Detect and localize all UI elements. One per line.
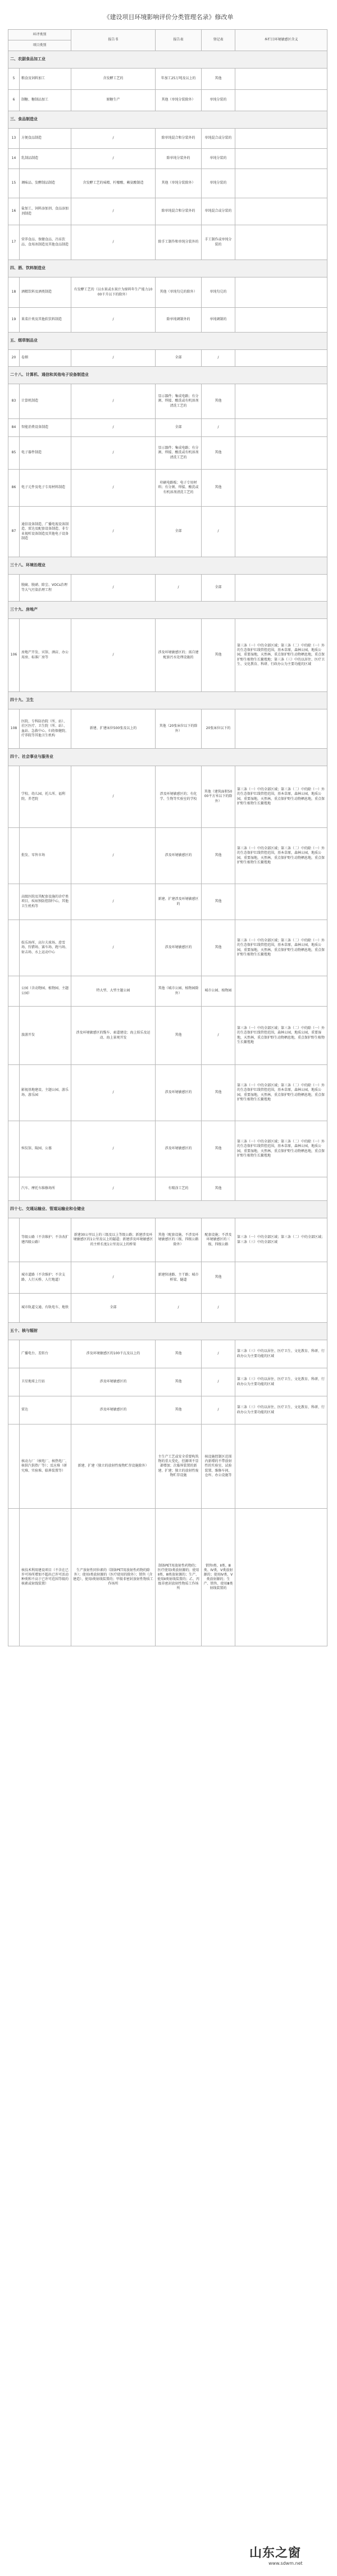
row-project-category: 殡仪馆、陵园、公墓	[20, 1121, 71, 1177]
row-report: /	[71, 350, 156, 367]
row-project-category: 制糖、糖制品加工	[20, 90, 71, 111]
row-registration: 其他	[202, 1121, 235, 1177]
row-registration: 其他	[202, 69, 235, 90]
table-row	[8, 90, 327, 111]
row-table: 新建快速路、主干路；城市桥梁、隧道	[156, 1262, 202, 1294]
table-row	[8, 69, 327, 90]
row-report: 涉及环境敏感区的	[71, 1368, 156, 1396]
row-sensitive-area	[235, 350, 327, 367]
row-registration: /	[202, 1007, 235, 1065]
section-heading: 四十、社会事业与服务业	[8, 749, 327, 766]
header-registration: 登记表	[202, 30, 235, 51]
row-sensitive-area: 第三条（一）中的全部区域；第三条（二）中的除（一）外的生态保护红线管控范围，基本草原，森林公园，地质公园，重要湿地，天然林，重点保护野生动物栖息地，重点保护野生植物生长繁殖地；第三条（三）中的以居住、医疗卫生、文化教育、科研、行政办公为主要功能的区域	[235, 619, 327, 692]
row-table: 全部	[156, 350, 202, 367]
row-registration: 单纯分装的	[202, 149, 235, 169]
section-row	[8, 602, 327, 619]
row-project-category: 卷烟	[20, 350, 71, 367]
row-registration: 其他	[202, 884, 235, 920]
row-table: 全部	[156, 507, 202, 557]
section-row	[8, 1323, 327, 1340]
row-table: 其他（20张床位以下的除外）	[156, 709, 202, 749]
table-row	[8, 1509, 327, 1646]
row-table: 除单纯调制外的	[156, 308, 202, 333]
row-report: /	[71, 437, 156, 470]
row-report: /	[71, 470, 156, 507]
row-number	[8, 920, 20, 976]
row-table: 其他	[156, 1396, 202, 1424]
row-report: 涉及环境敏感区的缆车、索道建设；海上娱乐及运动、海上景观开发	[71, 1007, 156, 1065]
row-table: 年加工25万吨及以上的	[156, 69, 202, 90]
row-report: /	[71, 884, 156, 920]
row-sensitive-area: 第三条（一）中的全部区域；第三条（二）中的除（一）外的生态保护红线管控范围，基本草原，森林公园，地质公园，重要湿地，天然林，重点保护野生动物栖息地，重点保护野生植物生长繁殖地	[235, 828, 327, 884]
row-number	[8, 1368, 20, 1396]
row-number: 87	[8, 507, 20, 557]
row-number: 85	[8, 437, 20, 470]
table-row	[8, 575, 327, 602]
row-number	[8, 884, 20, 920]
table-row	[8, 419, 327, 437]
row-sensitive-area: 第三条（一）中的全部区域；第三条（二）中的除（一）外的生态保护红线管控范围，基本草原，森林公园，地质公园，重要湿地，天然林，重点保护野生动物栖息地，重点保护野生植物生长繁殖地	[235, 920, 327, 976]
row-project-category: 影视基地建设、主题公园、游乐场、游乐园	[20, 1065, 71, 1121]
row-table: 其他	[156, 1368, 202, 1396]
row-project-category: 粮食及饲料加工	[20, 69, 71, 90]
section-heading: 二十八、计算机、通信和其他电子设备制造业	[8, 367, 327, 384]
row-table: 涉及环境敏感区的；需自建配套污水处理设施的	[156, 619, 202, 692]
row-registration: 销售Ⅰ类、Ⅱ类、Ⅲ类、Ⅳ类、Ⅴ类放射源的；使用Ⅳ类、Ⅴ类放射源的；生产、销售、使用Ⅲ类射线装置的	[202, 1509, 235, 1646]
table-header-row	[8, 30, 327, 40]
header-sensitive-area: 本栏目环境敏感区含义	[235, 30, 327, 51]
row-sensitive-area	[235, 384, 327, 419]
table-row	[8, 1294, 327, 1323]
table-body	[8, 51, 327, 1646]
row-number	[8, 766, 20, 828]
row-table: 涉及环境敏感区的	[156, 920, 202, 976]
table-row	[8, 884, 327, 920]
section-row	[8, 749, 327, 766]
row-project-category: 城市轨道交通、有轨电车、地铁	[20, 1294, 71, 1323]
row-project-category: 通信设备制造、广播电视设备制造、雷达及配套设备制造、非专业视听设备制造及其他电子设备制造	[20, 507, 71, 557]
row-project-category: 城市道路（不含维护；不含支路、人行天桥、人行地道）	[20, 1262, 71, 1294]
row-sensitive-area: 第三条（一）中的全部区域；第三条（二）中的全部区域；第三条（三）中的全部区域	[235, 1218, 327, 1262]
row-project-category: 方便食品制造	[20, 129, 71, 149]
section-heading: 三、食品制造业	[8, 111, 327, 129]
row-sensitive-area	[235, 437, 327, 470]
table-row	[8, 129, 327, 149]
row-report: 含发酵工艺的	[71, 69, 156, 90]
row-report: 原糖生产	[71, 90, 156, 111]
row-sensitive-area	[235, 308, 327, 333]
row-number: 108	[8, 709, 20, 749]
row-project-category: 学校、幼儿园、托儿所、福利院、养老院	[20, 766, 71, 828]
row-project-category: 酒精饮料及酒类制造	[20, 277, 71, 308]
table-row	[8, 198, 327, 225]
table-row	[8, 1424, 327, 1509]
row-table: 其他	[156, 1007, 202, 1065]
row-report: /	[71, 828, 156, 884]
table-row	[8, 920, 327, 976]
row-registration: /	[202, 1340, 235, 1368]
row-report: 涉及环境敏感区的	[71, 1396, 156, 1424]
section-heading: 四十七、交通运输业、管道运输业和仓储业	[8, 1201, 327, 1218]
row-report: /	[71, 149, 156, 169]
row-number: 15	[8, 169, 20, 198]
row-number: 106	[8, 619, 20, 692]
row-registration: 其他	[202, 384, 235, 419]
table-row	[8, 1218, 327, 1262]
row-number: 86	[8, 470, 20, 507]
row-number	[8, 1396, 20, 1424]
row-report: /	[71, 225, 156, 260]
classification-table	[8, 29, 327, 1646]
row-sensitive-area	[235, 149, 327, 169]
row-number	[8, 1340, 20, 1368]
row-project-category: 高级医院及其配套设施的诊疗类项目，疾病预防控制中心，其他卫生机构等	[20, 884, 71, 920]
table-row	[8, 384, 327, 419]
row-project-category: 乳制品制造	[20, 149, 71, 169]
row-sensitive-area	[235, 709, 327, 749]
row-project-category: 计算机制造	[20, 384, 71, 419]
row-project-category: 公园（含动物园、植物园、主题公园）	[20, 976, 71, 1007]
row-report: 涉及环境敏感区的100千瓦及以上的	[71, 1340, 156, 1368]
section-heading: 三十九、房地产	[8, 602, 327, 619]
row-report: /	[71, 1262, 156, 1294]
row-report: /	[71, 507, 156, 557]
row-table: 其他（单纯分装除外）	[156, 90, 202, 111]
row-number: 17	[8, 225, 20, 260]
watermark	[249, 2543, 334, 2574]
row-report: 特大型、大型主题公园	[71, 976, 156, 1007]
table-row	[8, 169, 327, 198]
row-table: 除单纯混合和分装外的	[156, 198, 202, 225]
row-sensitive-area	[235, 884, 327, 920]
row-report: /	[71, 129, 156, 149]
row-registration: /	[202, 419, 235, 437]
row-project-category: 批发、零售市场	[20, 828, 71, 884]
row-project-category: 等级公路（不含维护；不含改扩建四级公路）	[20, 1218, 71, 1262]
row-table: 涉及环境敏感区的	[156, 1065, 202, 1121]
section-row	[8, 692, 327, 709]
section-row	[8, 260, 327, 277]
row-report: 新建、扩建（独立的放射性废物贮存设施除外）	[71, 1424, 156, 1509]
row-report: 新建、扩建床位500张及以上的	[71, 709, 156, 749]
row-project-category: 旅游开发	[20, 1007, 71, 1065]
section-heading: 五、烟草制品业	[8, 333, 327, 350]
row-project-category: 房地产开发、宾馆、酒店、办公用房、标准厂房等	[20, 619, 71, 692]
row-number: 5	[8, 69, 20, 90]
section-heading: 四十九、卫生	[8, 692, 327, 709]
row-registration: 配套设施；不涉及环境敏感区的三级、四级公路	[202, 1218, 235, 1262]
row-registration: /	[202, 1368, 235, 1396]
table-row	[8, 709, 327, 749]
row-number	[8, 575, 20, 602]
table-row	[8, 1368, 327, 1396]
row-project-category: 雷达	[20, 1396, 71, 1424]
row-report: /	[71, 1121, 156, 1177]
row-sensitive-area	[235, 419, 327, 437]
row-sensitive-area: 第三条（三）中的以居住、医疗卫生、文化教育、科研、行政办公为主要功能的区域	[235, 1396, 327, 1424]
row-table: 显示器件；集成电路；有分割、焊接、酸洗或有机溶剂清洗工艺的	[156, 437, 202, 470]
table-row	[8, 470, 327, 507]
table-row	[8, 1177, 327, 1201]
table-row	[8, 277, 327, 308]
row-report: /	[71, 575, 156, 602]
row-sensitive-area	[235, 198, 327, 225]
row-number: 6	[8, 90, 20, 111]
row-project-category: 电子器件制造	[20, 437, 71, 470]
row-registration: /	[202, 1294, 235, 1323]
row-report: /	[71, 619, 156, 692]
row-report: /	[71, 920, 156, 976]
row-registration: 城市公园、植物园	[202, 976, 235, 1007]
header-category: 环评类别	[8, 30, 71, 40]
section-heading: 四、酒、饮料制造业	[8, 260, 327, 277]
row-sensitive-area: 第三条（一）中的全部区域；第三条（二）中的除（一）外的生态保护红线管控范围，森林公园，地质公园，重要湿地，天然林，重点保护野生动物栖息地，重点保护野生植物生长繁殖地	[235, 1007, 327, 1065]
row-project-category: 核动力厂（核电厂、核热电厂、核供汽供热厂等）；反应堆（研究堆、实验堆、临界装置等）	[20, 1424, 71, 1509]
row-table: 涉及环境敏感区的	[156, 1121, 202, 1177]
row-table: 显示器件；集成电路；有分割、焊接、酸洗或有机溶剂清洗工艺的	[156, 384, 202, 419]
row-number	[8, 828, 20, 884]
row-report: /	[71, 384, 156, 419]
row-registration: 单纯混合或分装的	[202, 198, 235, 225]
table-row	[8, 766, 327, 828]
row-table: 其他（单纯勾兑的除外）	[156, 277, 202, 308]
row-sensitive-area	[235, 1294, 327, 1323]
row-number	[8, 1424, 20, 1509]
row-registration: 手工制作或单纯分装的	[202, 225, 235, 260]
row-number: 83	[8, 384, 20, 419]
row-number: 16	[8, 198, 20, 225]
table-row	[8, 149, 327, 169]
section-row	[8, 333, 327, 350]
row-project-category: 脱硫、脱硝、除尘、VOCs治理等大气污染治理工程	[20, 575, 71, 602]
section-heading: 五十、核与辐射	[8, 1323, 327, 1340]
row-number: 19	[8, 308, 20, 333]
row-sensitive-area	[235, 1177, 327, 1201]
row-report: /	[71, 1177, 156, 1201]
row-project-category: 医院、专科防治院（所、站）、社区医疗、卫生院（所、站）、血站、急救中心、妇幼保健院、疗养院等其他卫生机构	[20, 709, 71, 749]
row-sensitive-area	[235, 225, 327, 260]
row-number: 13	[8, 129, 20, 149]
row-table: 其他（配套设施、不涉及环境敏感区的三级、四级公路除外）	[156, 1218, 202, 1262]
row-table: 涉及环境敏感区的；有化学、生物等实验室的学校	[156, 766, 202, 828]
row-registration: 其他	[202, 920, 235, 976]
table-row	[8, 976, 327, 1007]
row-table: 主生产工艺或安全重要构筑物的重大变化，但源项不显著增加；次临界装置的新建、扩建；独立的放射性废物贮存设施	[156, 1424, 202, 1509]
row-sensitive-area	[235, 1424, 327, 1509]
row-registration: 单纯勾兑的	[202, 277, 235, 308]
row-report: 有发酵工艺的（以水果或水果汁为原料年生产能力1000千升以下的除外）	[71, 277, 156, 308]
table-row	[8, 1262, 327, 1294]
row-project-category: 广播电台、差转台	[20, 1340, 71, 1368]
header-table: 报告表	[156, 30, 202, 51]
row-table: 除单纯混合和分装外的	[156, 129, 202, 149]
row-sensitive-area	[235, 575, 327, 602]
row-registration: 其他	[202, 1065, 235, 1121]
row-registration: 其他（建筑面积5000平方米以下的除外）	[202, 766, 235, 828]
row-project-category: 智能消费设备制造	[20, 419, 71, 437]
row-number	[8, 1218, 20, 1262]
row-sensitive-area	[235, 277, 327, 308]
row-project-category: 盐加工、饲料添加剂、食品添加剂制造	[20, 198, 71, 225]
row-table: /	[156, 1294, 202, 1323]
row-report: /	[71, 419, 156, 437]
row-report: /	[71, 198, 156, 225]
row-registration: 核设施控制区范围内新增的不带放射性的实验室、试验装置、维修车间、仓库、办公设施等	[202, 1424, 235, 1509]
row-registration: 单纯混合或分装的	[202, 129, 235, 149]
section-heading: 二、农副食品加工业	[8, 51, 327, 69]
watermark-brand: 山东之窗	[249, 2546, 302, 2560]
table-row	[8, 1007, 327, 1065]
row-registration: /	[202, 507, 235, 557]
row-registration: /	[202, 350, 235, 367]
table-row	[8, 350, 327, 367]
row-sensitive-area: 第三条（三）中的以居住、医疗卫生、文化教育、科研、行政办公为主要功能的区域	[235, 1368, 327, 1396]
row-registration: 单纯分装的	[202, 169, 235, 198]
row-registration: 全部	[202, 575, 235, 602]
row-sensitive-area: 第三条（一）中的全部区域；第三条（二）中的除（一）外的生态保护红线管控范围，基本草原，森林公园，地质公园，重要湿地，天然林，重点保护野生动物栖息地，重点保护野生植物生长繁殖地	[235, 766, 327, 828]
table-row	[8, 1121, 327, 1177]
row-report: 全部	[71, 1294, 156, 1323]
row-project-category: 营养食品、保健食品、冷冻饮品、食用冰制造及其他食品制造	[20, 225, 71, 260]
row-number	[8, 976, 20, 1007]
row-table: 其他（城市公园、植物园除外）	[156, 976, 202, 1007]
row-table: 涉及环境敏感区的	[156, 828, 202, 884]
row-sensitive-area	[235, 90, 327, 111]
row-registration: 其他	[202, 828, 235, 884]
row-sensitive-area	[235, 1509, 327, 1646]
row-registration: 20张床位以下的	[202, 709, 235, 749]
row-report: 生产放射性同位素的（制备PET用放射性药物的除外）；使用Ⅰ类放射源的（医疗使用的除外）；销售（含建造）、使用Ⅰ类射线装置的；甲级非密封放射性物质工作场所	[71, 1509, 156, 1646]
row-number: 14	[8, 149, 20, 169]
row-sensitive-area	[235, 169, 327, 198]
row-project-category: 调味品、发酵制品制造	[20, 169, 71, 198]
row-report: /	[71, 1065, 156, 1121]
row-sensitive-area	[235, 470, 327, 507]
row-table: /	[156, 575, 202, 602]
row-registration: 其他	[202, 437, 235, 470]
row-sensitive-area: 第三条（一）中的全部区域；第三条（二）中的除（一）外的生态保护红线管控范围，基本草原，森林公园，地质公园，重要湿地，天然林，重点保护野生动物栖息地，重点保护野生植物生长繁殖地	[235, 1065, 327, 1121]
section-heading: 三十八、环境治理业	[8, 557, 327, 575]
row-registration: 单纯调制的	[202, 308, 235, 333]
row-sensitive-area	[235, 507, 327, 557]
table-row	[8, 225, 327, 260]
row-table: 有喷涂工艺的	[156, 1177, 202, 1201]
row-report: 含发酵工艺的味精、柠檬酸、赖氨酸制造	[71, 169, 156, 198]
row-table: 全部	[156, 419, 202, 437]
row-sensitive-area	[235, 1262, 327, 1294]
row-report: 新建30公里以上的三级及以上等级公路；新建涉及环境敏感区的1公里及以上的隧道；新建涉及环境敏感区的主桥长度1公里及以上的桥梁	[71, 1218, 156, 1262]
row-registration: 其他	[202, 470, 235, 507]
row-report: /	[71, 766, 156, 828]
row-sensitive-area	[235, 129, 327, 149]
row-number	[8, 1177, 20, 1201]
section-row	[8, 1201, 327, 1218]
row-project-category: 核技术利用建设项目（不含在已许可场所增加不超出已许可活动种类和不高于已许可范围等级的核素或射线装置）	[20, 1509, 71, 1646]
row-table: 其他（单纯分装除外）	[156, 169, 202, 198]
document-title: 《建设项目环境影响评价分类管理名录》修改单	[103, 13, 234, 21]
table-row	[8, 1065, 327, 1121]
row-project-category: 电子元件及电子专用材料制造	[20, 470, 71, 507]
table-row	[8, 507, 327, 557]
row-number	[8, 1262, 20, 1294]
table-row	[8, 1396, 327, 1424]
row-report: /	[71, 308, 156, 333]
row-sensitive-area: 第三条（三）中的以居住、医疗卫生、文化教育、科研、行政办公为主要功能的区域	[235, 1340, 327, 1368]
row-sensitive-area	[235, 69, 327, 90]
row-number	[8, 1294, 20, 1323]
row-number	[8, 1065, 20, 1121]
section-row	[8, 51, 327, 69]
header-report: 报告书	[71, 30, 156, 51]
table-row	[8, 437, 327, 470]
row-registration: 其他	[202, 619, 235, 692]
row-table: 印刷电路板；电子专用材料；有分割、焊接、酸洗或有机溶剂清洗工艺的	[156, 470, 202, 507]
table-row	[8, 1340, 327, 1368]
row-registration: /	[202, 1396, 235, 1424]
row-number	[8, 1007, 20, 1065]
row-sensitive-area: 第三条（一）中的全部区域；第三条（二）中的除（一）外的生态保护红线管控范围，基本草原，森林公园，地质公园，重要湿地，天然林，重点保护野生动物栖息地，重点保护野生植物生长繁殖地	[235, 1121, 327, 1177]
row-table: 新建、扩建涉及环境敏感区的	[156, 884, 202, 920]
table-row	[8, 619, 327, 692]
row-sensitive-area	[235, 976, 327, 1007]
row-number: 18	[8, 277, 20, 308]
row-registration: 其他	[202, 1177, 235, 1201]
row-number	[8, 1121, 20, 1177]
row-project-category: 卫星地球上行站	[20, 1368, 71, 1396]
row-registration: 其他	[202, 1262, 235, 1294]
row-registration: 单纯分装的	[202, 90, 235, 111]
row-table: 其他	[156, 1340, 202, 1368]
row-project-category: 果菜汁类及其他软饮料制造	[20, 308, 71, 333]
section-row	[8, 367, 327, 384]
table-row	[8, 308, 327, 333]
row-number: 20	[8, 350, 20, 367]
section-row	[8, 111, 327, 129]
row-project-category: 娱乐场所、高尔夫球场、滑雪场、狩猎场、赛车场、跑马场、射击场、水上运动中心	[20, 920, 71, 976]
row-number	[8, 1509, 20, 1646]
row-table: 除手工制作和单纯分装外的	[156, 225, 202, 260]
row-project-category: 汽车、摩托车维修场所	[20, 1177, 71, 1201]
watermark-url: www.sdwm.net	[268, 2561, 303, 2566]
row-table: 制备PET用放射性药物的；医疗使用Ⅰ类放射源的；使用Ⅱ类、Ⅲ类放射源的；生产、使用Ⅱ类射线装置的；乙、丙级非密封放射性物质工作场所	[156, 1509, 202, 1646]
row-table: 除单纯分装外的	[156, 149, 202, 169]
header-project-category: 项目类别	[8, 40, 71, 51]
row-number: 84	[8, 419, 20, 437]
table-row	[8, 828, 327, 884]
section-row	[8, 557, 327, 575]
